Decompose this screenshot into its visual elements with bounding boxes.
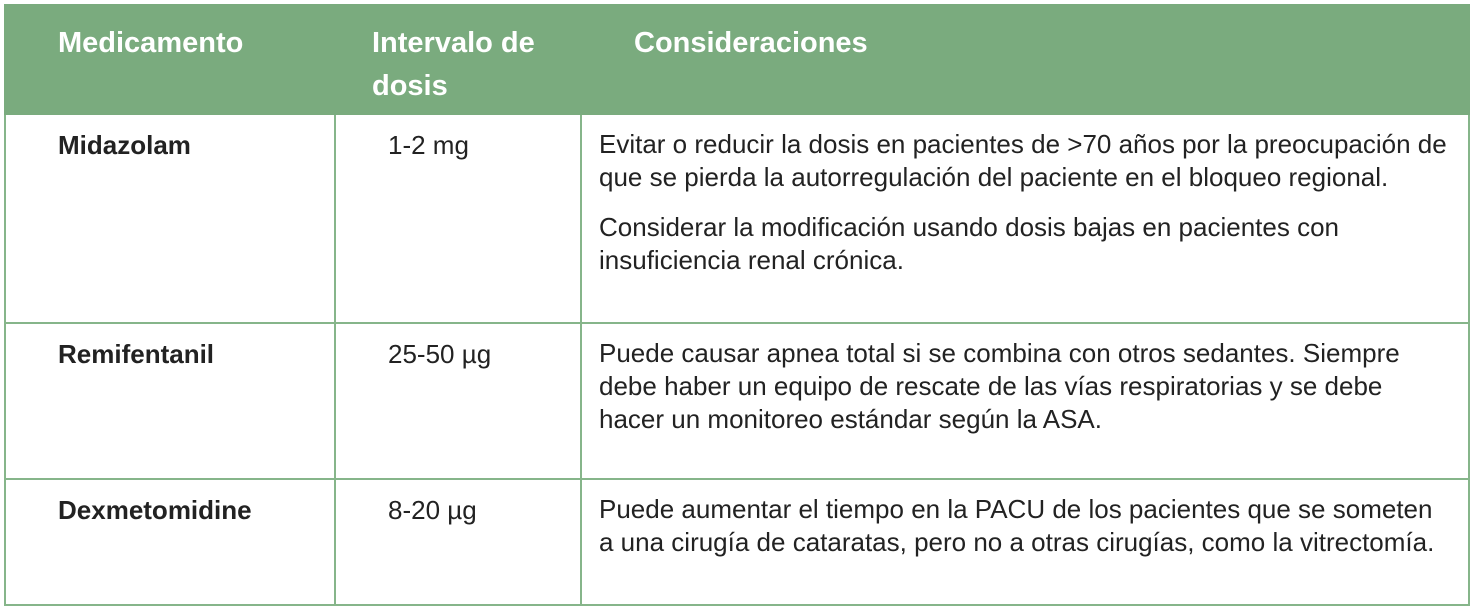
header-dose-range (335, 5, 581, 113)
medication-table (4, 4, 1470, 606)
consideration-text: Considerar la modificación usando dosis bajas en pacientes con insuficiencia renal crónica. (599, 211, 1339, 275)
table-header (5, 5, 1469, 113)
considerations-cell (581, 113, 1469, 323)
considerations-cell (581, 479, 1469, 605)
dose-value: 1-2 mg (335, 113, 581, 323)
sedation-medication-table (4, 4, 1468, 607)
header-medication: Medicamento (5, 5, 335, 113)
medication-name: Dexmetomidine (5, 479, 335, 605)
consideration-text: Evitar o reducir la dosis en pacientes de >70 años por la preocupación de que se pierda la autorregulación del paciente en el bloqueo regional. (599, 128, 1447, 192)
dose-value: 25-50 µg (335, 323, 581, 479)
table-row (5, 479, 1469, 605)
table-row (5, 323, 1469, 479)
header-considerations: Consideraciones (581, 5, 1469, 113)
header-row (5, 5, 1469, 113)
table-body (5, 113, 1469, 605)
table-row (5, 113, 1469, 323)
medication-name: Midazolam (5, 113, 335, 323)
considerations-cell (581, 323, 1469, 479)
dose-value: 8-20 µg (335, 479, 581, 605)
consideration-text: Puede aumentar el tiempo en la PACU de los pacientes que se someten a una cirugía de cataratas, pero no a otras cirugías, como la vitrectomía. (599, 494, 1435, 557)
header-dose-range-text: Intervalo de dosis (372, 27, 535, 102)
consideration-text: Puede causar apnea total si se combina con otros sedantes. Siempre debe haber un equipo de rescate de las vías respiratorias y se debe hacer un monitoreo estándar según la ASA. (599, 338, 1400, 434)
medication-name: Remifentanil (5, 323, 335, 479)
